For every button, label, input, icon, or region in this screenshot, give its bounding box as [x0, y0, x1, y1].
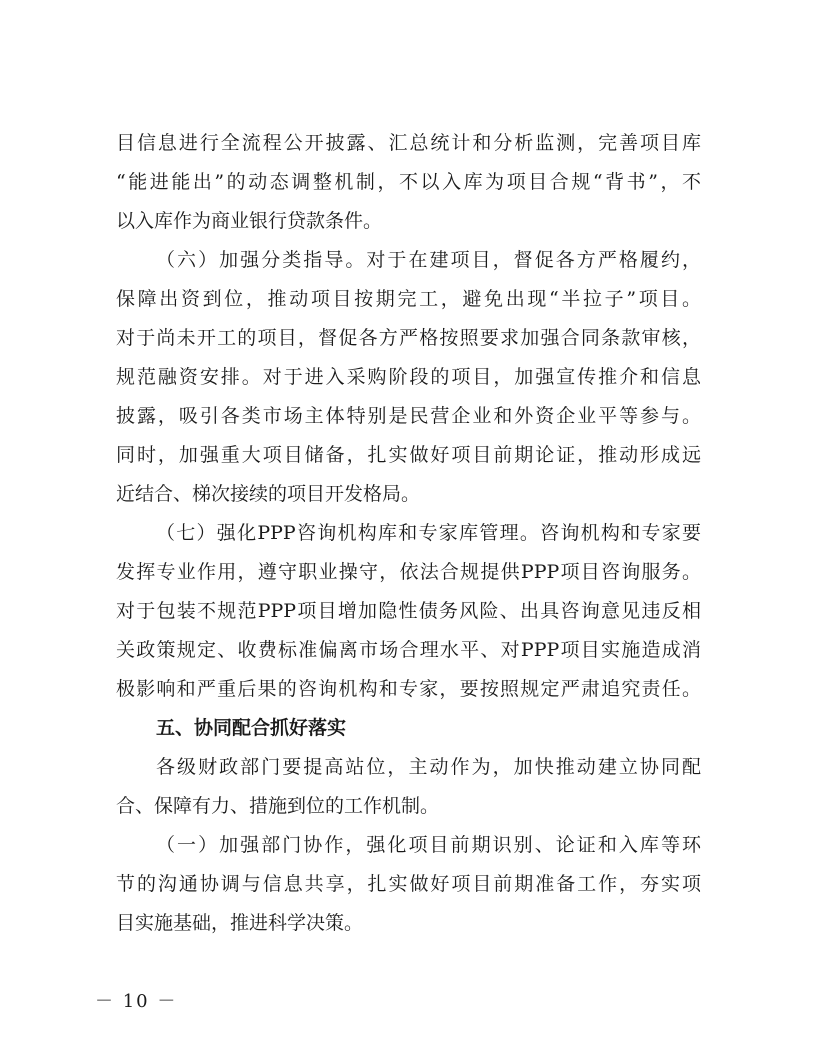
text-line: 各级财政部门要提高站位，主动作为，加快推动建立协同配: [156, 756, 701, 778]
text-line: 披露，吸引各类市场主体特别是民营企业和外资企业平等参与。: [116, 405, 701, 427]
text-line: （六）加强分类指导。对于在建项目，督促各方严格履约，: [156, 249, 701, 271]
text-line: 近结合、梯次接续的项目开发格局。: [116, 483, 421, 505]
text-line: 发挥专业作用，遵守职业操守，依法合规提供PPP项目咨询服务。: [116, 561, 701, 583]
paragraph-project-disclosure: [116, 124, 701, 241]
text-line: 保障出资到位，推动项目按期完工，避免出现“半拉子”项目。: [116, 288, 701, 310]
text-line: 目信息进行全流程公开披露、汇总统计和分析监测，完善项目库: [116, 132, 701, 154]
text-line: （一）加强部门协作，强化项目前期识别、论证和入库等环: [156, 834, 701, 856]
page-number: － 10 －: [95, 991, 178, 1012]
text-line: 对于尚未开工的项目，督促各方严格按照要求加强合同条款审核，: [116, 327, 701, 349]
paragraph-consulting-management: [116, 514, 701, 709]
section-heading: 五、协同配合抓好落实: [156, 717, 347, 739]
paragraph-classification-guidance: [116, 241, 701, 514]
text-line: 规范融资安排。对于进入采购阶段的项目，加强宣传推介和信息: [116, 366, 701, 388]
text-line: 节的沟通协调与信息共享，扎实做好项目前期准备工作，夯实项: [116, 873, 701, 895]
paragraph-work-mechanism: [116, 748, 701, 826]
text-line: 对于包装不规范PPP项目增加隐性债务风险、出具咨询意见违反相: [116, 600, 701, 622]
paragraph-department-cooperation: [116, 826, 701, 943]
text-line: 极影响和严重后果的咨询机构和专家，要按照规定严肃追究责任。: [116, 678, 701, 700]
text-line: 同时，加强重大项目储备，扎实做好项目前期论证，推动形成远: [116, 444, 701, 466]
text-line: （七）强化PPP咨询机构库和专家库管理。咨询机构和专家要: [156, 522, 701, 544]
text-line: “能进能出”的动态调整机制，不以入库为项目合规“背书”，不: [116, 171, 701, 193]
text-line: 目实施基础，推进科学决策。: [116, 912, 364, 934]
document-body: [116, 124, 701, 943]
text-line: 以入库作为商业银行贷款条件。: [116, 210, 383, 232]
text-line: 关政策规定、收费标准偏离市场合理水平、对PPP项目实施造成消: [116, 639, 701, 661]
text-line: 合、保障有力、措施到位的工作机制。: [116, 795, 440, 817]
